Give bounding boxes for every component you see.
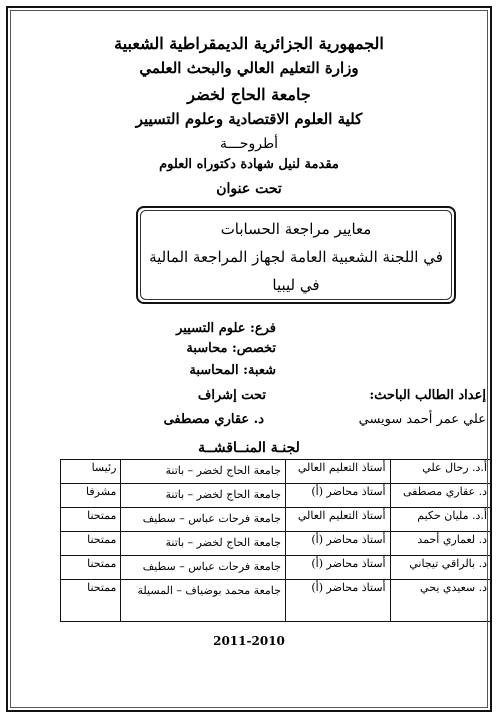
member-role: ممتحنا	[61, 532, 121, 556]
thesis-title-line-1: معايير مراجعة الحسابات	[220, 220, 372, 238]
document-type: أطروحـــة	[220, 136, 278, 152]
table-row	[61, 484, 492, 508]
member-institution: جامعة الحاج لخضر – باتنة	[121, 460, 286, 484]
degree-line: مقدمة لنيل شهادة دكتوراه العلوم	[159, 157, 339, 172]
branch-line: فرع: علوم التسيير	[176, 321, 276, 336]
committee-title: لجنـة المنــاقشــة	[198, 440, 300, 456]
member-name: د. عقاري مصطفى	[390, 484, 491, 508]
thesis-title-line-2: في اللجنة الشعبية العامة لجهاز المراجعة المالية	[149, 248, 443, 266]
under-title-label: تحت عنوان	[216, 181, 282, 197]
member-role: ممتحنا	[61, 580, 121, 622]
member-rank: أستاذ محاضر (أ)	[285, 484, 390, 508]
thesis-title-line-3: في ليبيا	[272, 276, 320, 294]
member-rank: أستاذ التعليم العالي	[285, 460, 390, 484]
member-name: أ.د. مليان حكيم	[390, 508, 491, 532]
division-line: شعبة: المحاسبة	[189, 363, 276, 378]
member-institution: جامعة الحاج لخضر – باتنة	[121, 532, 286, 556]
member-rank: أستاذ محاضر (أ)	[285, 580, 390, 622]
supervision-label: تحت إشراف	[197, 388, 266, 403]
student-name: علي عمر أحمد سويسي	[358, 412, 486, 427]
member-name: د. بالراقي تيجاني	[390, 556, 491, 580]
member-institution: جامعة محمد بوضياف – المسيلة	[121, 580, 286, 622]
ministry-heading: وزارة التعليم العالي والبحث العلمي	[139, 59, 359, 77]
thesis-cover-page	[6, 6, 492, 712]
supervisor-name: د. عقاري مصطفى	[163, 412, 264, 427]
academic-year: 2011-2010	[213, 634, 285, 648]
table-row	[61, 508, 492, 532]
table-row	[61, 532, 492, 556]
member-rank: أستاذ محاضر (أ)	[285, 556, 390, 580]
member-role: ممتحنا	[61, 508, 121, 532]
thesis-title-box	[136, 206, 456, 304]
member-role: مشرفا	[61, 484, 121, 508]
university-heading: جامعة الحاج لخضر	[187, 85, 311, 104]
member-role: رئيسا	[61, 460, 121, 484]
major-line: تخصص: محاسبة	[186, 341, 276, 356]
member-name: د. لعماري أحمد	[390, 532, 491, 556]
member-name: أ.د. رحال علي	[390, 460, 491, 484]
member-institution: جامعة الحاج لخضر – باتنة	[121, 484, 286, 508]
prepared-by-label: إعداد الطالب الباحث:	[369, 388, 486, 403]
member-institution: جامعة فرحات عباس – سطيف	[121, 508, 286, 532]
republic-heading: الجمهورية الجزائرية الديمقراطية الشعبية	[114, 34, 384, 53]
member-rank: أستاذ التعليم العالي	[285, 508, 390, 532]
table-row	[61, 580, 492, 622]
table-row	[61, 460, 492, 484]
member-name: د. سعيدي يحي	[390, 580, 491, 622]
table-row	[61, 556, 492, 580]
member-institution: جامعة فرحات عباس – سطيف	[121, 556, 286, 580]
committee-table	[60, 459, 492, 622]
faculty-heading: كلية العلوم الاقتصادية وعلوم التسيير	[135, 110, 363, 128]
member-role: ممتحنا	[61, 556, 121, 580]
member-rank: أستاذ محاضر (أ)	[285, 532, 390, 556]
